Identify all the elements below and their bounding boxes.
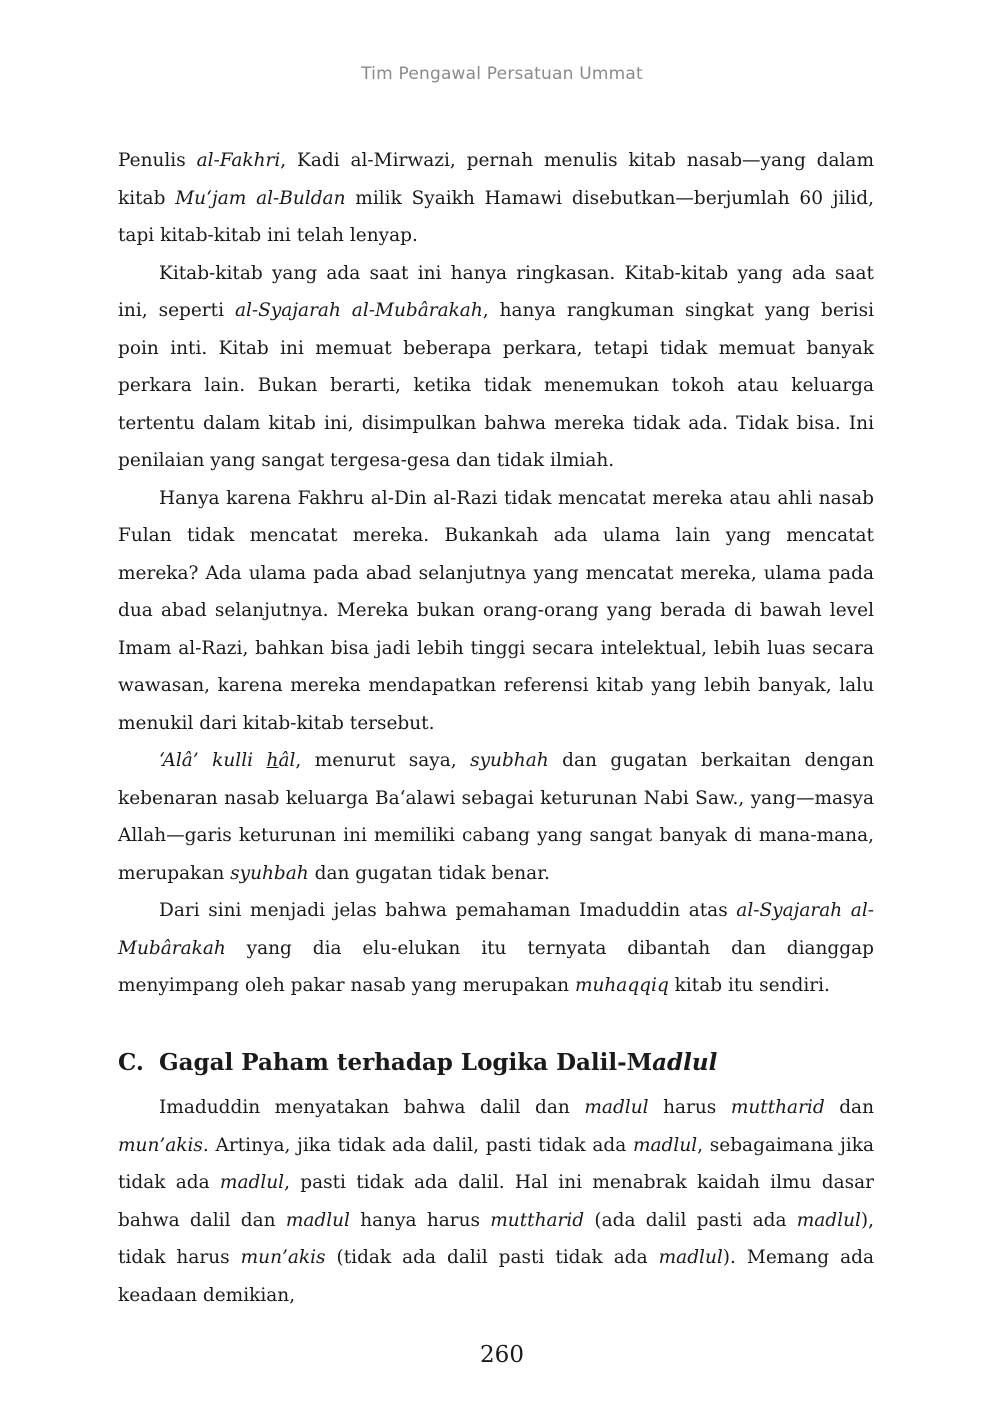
paragraph xyxy=(118,255,874,480)
body-text xyxy=(118,142,874,1005)
italic-term: ‘Alâ’ kulli xyxy=(159,750,267,771)
text-run: Penulis xyxy=(118,150,197,171)
italic-term: muttharid xyxy=(490,1209,585,1231)
text-run: , Kadi al-Mirwazi, pernah menulis kitab nasab—yang dalam kitab xyxy=(118,150,874,209)
paragraph xyxy=(118,142,874,255)
italic-term: madlul xyxy=(219,1172,285,1193)
italic-term: madlul xyxy=(632,1134,698,1156)
text-run: dan xyxy=(824,1097,875,1118)
text-run: kitab itu sendiri. xyxy=(668,975,830,996)
italic-term: mun’akis xyxy=(118,1134,203,1156)
italic-term: syuhbah xyxy=(230,862,309,884)
italic-term: muhaqqiq xyxy=(574,975,669,996)
paragraph xyxy=(118,480,874,743)
text-run: Hanya karena Fakhru al-Din al-Razi tidak mencatat mereka atau ahli nasab Fulan tidak mencatat mereka. Bukankah ada ulama lain yang mencatat mereka? Ada ulama pada abad selanjutnya yang mencatat mereka, ulama pada dua abad selanjutnya. Mereka bukan orang-orang yang berada di bawah level Imam al-Razi, bahkan bisa jadi lebih tinggi secara intelektual, lebih luas secara wawasan, karena mereka mendapatkan referensi kitab yang lebih banyak, lalu menukil dari kitab-kitab tersebut. xyxy=(118,487,874,734)
section-title-run: adlul xyxy=(652,1049,718,1076)
section-title xyxy=(159,1049,717,1076)
text-run: dan gugatan tidak benar. xyxy=(308,862,550,884)
paragraph xyxy=(118,1089,874,1314)
italic-term: madlul xyxy=(584,1097,649,1118)
italic-term: syubhah xyxy=(470,750,549,771)
text-run: yang dia elu-elukan itu ternyata dibantah dan dianggap menyimpang oleh pakar nasab yang merupakan xyxy=(118,937,874,996)
text-run: Dari sini menjadi jelas bahwa pemahaman Imaduddin atas xyxy=(159,900,737,921)
running-header: Tim Pengawal Persatuan Ummat xyxy=(361,64,643,84)
text-run: ). Memang ada keadaan demikian, xyxy=(118,1247,874,1306)
text-run: . Artinya, jika tidak ada dalil, pasti tidak ada xyxy=(202,1134,633,1156)
text-run: , sebagaimana jika tidak ada xyxy=(118,1134,875,1193)
text-run: , pasti tidak ada dalil. Hal ini menabrak kaidah ilmu dasar bahwa dalil dan xyxy=(118,1172,874,1231)
italic-term: h xyxy=(266,750,279,771)
italic-term: al-Fakhri xyxy=(196,150,281,171)
text-run: ), tidak harus xyxy=(118,1209,875,1268)
text-run: hanya harus xyxy=(349,1209,491,1231)
paragraph xyxy=(118,892,874,1005)
body-text-continued xyxy=(118,1089,874,1314)
text-run: milik Syaikh Hamawi disebutkan—berjumlah 60 jilid, tapi kitab-kitab ini telah lenyap. xyxy=(118,187,874,246)
italic-term: madlul xyxy=(796,1209,861,1231)
text-run: Kitab-kitab yang ada saat ini hanya ringkasan. Kitab-kitab yang ada saat ini, seperti xyxy=(118,262,874,321)
text-run: (ada dalil pasti ada xyxy=(584,1209,797,1231)
text-run: (tidak ada dalil pasti tidak ada xyxy=(325,1247,659,1268)
italic-term: al-Syajarah al-Mubârakah xyxy=(234,300,483,321)
italic-term: al-Syajarah al-Mubârakah xyxy=(118,900,874,959)
text-run: , menurut saya, xyxy=(295,750,471,771)
italic-term: Mu‘jam al-Buldan xyxy=(175,187,346,209)
paragraph xyxy=(118,742,874,892)
section-title-run: Gagal Paham terhadap Logika Dalil-M xyxy=(159,1049,653,1076)
italic-term: mun’akis xyxy=(240,1247,326,1268)
italic-term: madlul xyxy=(285,1209,350,1231)
italic-term: âl xyxy=(278,750,296,771)
text-run: Imaduddin menyatakan bahwa dalil dan xyxy=(159,1097,585,1118)
text-run: dan gugatan berkaitan dengan kebenaran nasab keluarga Ba‘alawi sebagai keturunan Nabi Saw., yang—masya Allah—garis keturunan ini memiliki cabang yang sangat banyak di mana-mana, merupakan xyxy=(118,750,875,884)
text-run: , hanya rangkuman singkat yang berisi poin inti. Kitab ini memuat beberapa perkara, tetapi tidak memuat banyak perkara lain. Bukan berarti, ketika tidak menemukan tokoh atau keluarga tertentu dalam kitab ini, disimpulkan bahwa mereka tidak ada. Tidak bisa. Ini penilaian yang sangat tergesa-gesa dan tidak ilmiah. xyxy=(118,300,874,471)
section-heading xyxy=(118,1043,874,1083)
section-number: C. xyxy=(118,1049,144,1076)
italic-term: muttharid xyxy=(730,1097,825,1118)
italic-term: madlul xyxy=(658,1247,723,1268)
text-run: harus xyxy=(648,1097,731,1118)
page-number: 260 xyxy=(480,1342,524,1368)
